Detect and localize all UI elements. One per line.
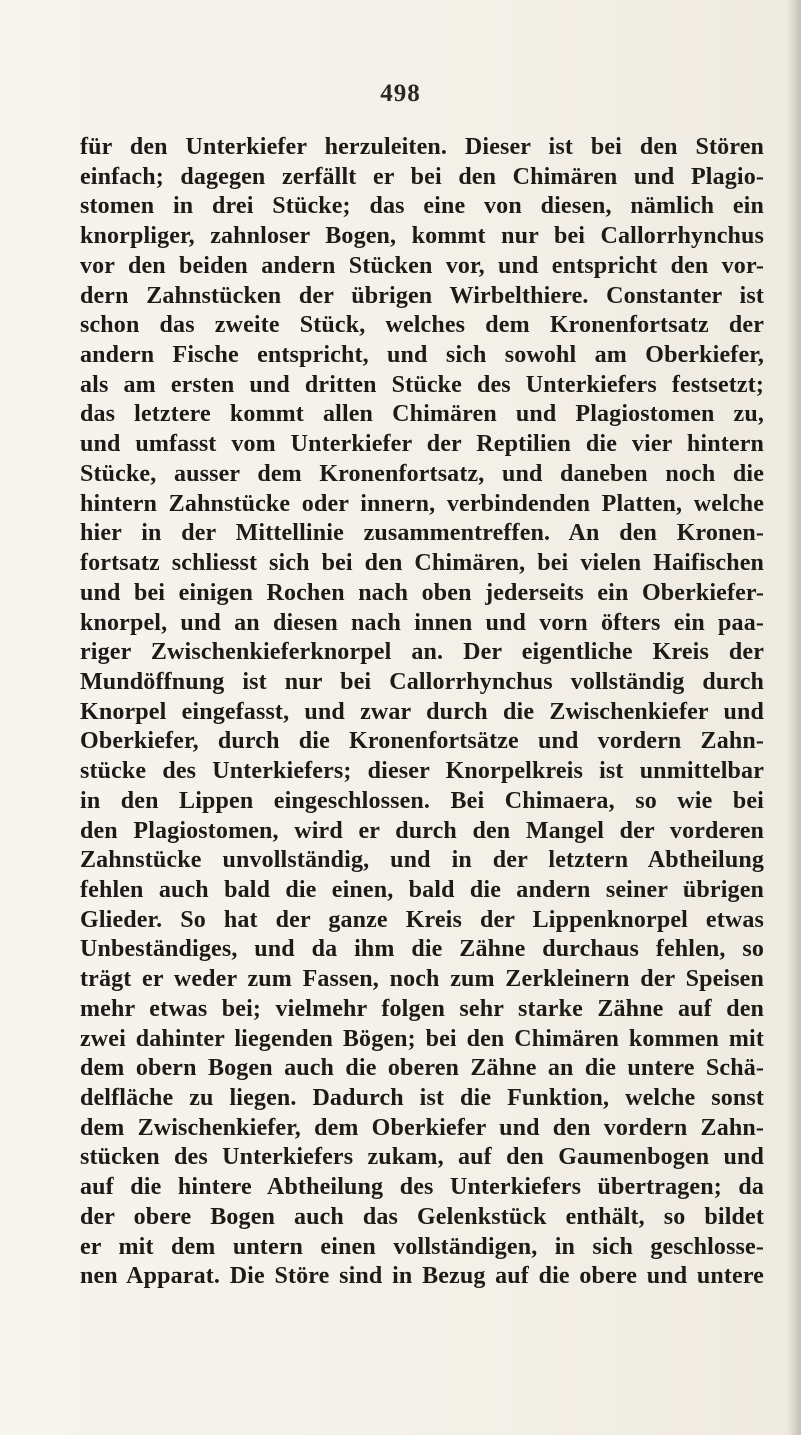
text-line: stücke des Unterkiefers; dieser Knorpelkreis ist unmittelbar [80, 758, 764, 785]
text-line: und bei einigen Rochen nach oben jederseits ein Oberkiefer- [80, 579, 764, 606]
text-line: schon das zweite Stück, welches dem Kronenfortsatz der [80, 312, 764, 339]
text-line: hier in der Mittellinie zusammentreffen. An den Kronen- [80, 520, 764, 547]
text-line: Glieder. So hat der ganze Kreis der Lippenknorpel etwas [80, 906, 764, 933]
text-line: hintern Zahnstücke oder innern, verbindenden Platten, welche [80, 490, 764, 517]
text-line: andern Fische entspricht, und sich sowohl am Oberkiefer, [80, 342, 764, 369]
text-line: delfläche zu liegen. Dadurch ist die Funktion, welche sonst [80, 1085, 764, 1111]
text-line: das letztere kommt allen Chimären und Plagiostomen zu, [80, 401, 764, 428]
text-line: knorpliger, zahnloser Bogen, kommt nur bei Callorrhynchus [80, 223, 764, 250]
text-line: mehr etwas bei; vielmehr folgen sehr starke Zähne auf den [80, 995, 764, 1022]
text-line: und umfasst vom Unterkiefer der Reptilien die vier hintern [80, 431, 764, 458]
text-line: vor den beiden andern Stücken vor, und entspricht den vor- [80, 252, 764, 279]
text-line: dem obern Bogen auch die oberen Zähne an die untere Schä- [80, 1055, 764, 1082]
text-line: Stücke, ausser dem Kronenfortsatz, und daneben noch die [80, 460, 764, 487]
text-line: fortsatz schliesst sich bei den Chimären, bei vielen Haifischen [80, 550, 764, 577]
text-line: Mundöffnung ist nur bei Callorrhynchus vollständig durch [80, 668, 764, 695]
body-text [80, 133, 764, 1292]
text-line: Oberkiefer, durch die Kronenfortsätze und vordern Zahn- [80, 728, 764, 755]
text-line: als am ersten und dritten Stücke des Unterkiefers festsetzt; [80, 371, 764, 398]
text-line: Zahnstücke unvollständig, und in der letztern Abtheilung [80, 847, 764, 874]
text-line: fehlen auch bald die einen, bald die andern seiner übrigen [80, 876, 764, 903]
text-line: der obere Bogen auch das Gelenkstück enthält, so bildet [80, 1203, 764, 1230]
text-line: zwei dahinter liegenden Bögen; bei den Chimären kommen mit [80, 1025, 764, 1052]
text-line: Knorpel eingefasst, und zwar durch die Zwischenkiefer und [80, 698, 764, 725]
text-line: er mit dem untern einen vollständigen, in sich geschlosse- [80, 1233, 764, 1260]
text-line: dem Zwischenkiefer, dem Oberkiefer und den vordern Zahn- [80, 1114, 764, 1141]
text-line: stomen in drei Stücke; das eine von diesen, nämlich ein [80, 193, 764, 220]
text-line: in den Lippen eingeschlossen. Bei Chimaera, so wie bei [80, 787, 764, 814]
text-line: den Plagiostomen, wird er durch den Mangel der vorderen [80, 817, 764, 844]
text-line: einfach; dagegen zerfällt er bei den Chimären und Plagio- [80, 163, 764, 190]
page-edge-shadow [787, 0, 801, 1435]
text-line: dern Zahnstücken der übrigen Wirbelthiere. Constanter ist [80, 282, 764, 309]
text-line: Unbeständiges, und da ihm die Zähne durchaus fehlen, so [80, 936, 764, 963]
text-line: knorpel, und an diesen nach innen und vorn öfters ein paa- [80, 609, 764, 636]
text-line: riger Zwischenkieferknorpel an. Der eigentliche Kreis der [80, 639, 764, 666]
text-line: trägt er weder zum Fassen, noch zum Zerkleinern der Speisen [80, 966, 764, 993]
text-line: auf die hintere Abtheilung des Unterkiefers übertragen; da [80, 1174, 764, 1201]
text-line: für den Unterkiefer herzuleiten. Dieser ist bei den Stören [80, 134, 764, 160]
page-number: 498 [380, 80, 421, 107]
text-line: stücken des Unterkiefers zukam, auf den Gaumenbogen und [80, 1144, 764, 1171]
text-line: nen Apparat. Die Störe sind in Bezug auf die obere und untere [80, 1263, 764, 1290]
